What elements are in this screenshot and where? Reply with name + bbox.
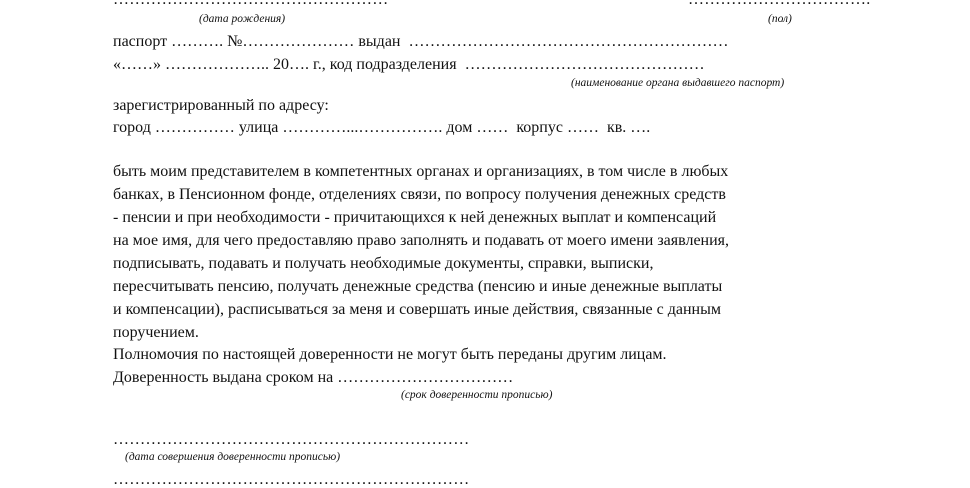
body-line: на мое имя, для чего предоставляю право заполнять и подавать от моего имени заявления, [113, 232, 730, 249]
body-line: быть моим представителем в компетентных органах и организациях, в том числе в любых [113, 163, 729, 180]
address-label: зарегистрированный по адресу: [113, 97, 329, 114]
body-line: подписывать, подавать и получать необходимые документы, справки, выписки, [113, 255, 654, 272]
term-line: Доверенность выдана сроком на …………………………… [113, 369, 514, 386]
body-line: банках, в Пенсионном фонде, отделениях связи, по вопросу получения денежных средств [113, 186, 726, 203]
passport-line: паспорт ………. №………………… выдан …………………………………………………… [113, 33, 729, 50]
body-line: пересчитывать пенсию, получать денежные средства (пенсию и иные денежные выплаты [113, 278, 723, 295]
passport-issue-line: «……» ……………….. 20…. г., код подразделения ……………………………………… [113, 56, 705, 73]
address-line: город …………… улица …………...……………. дом …… корпус …… кв. …. [113, 119, 651, 136]
body-line: и компенсации), расписываться за меня и совершать иные действия, связанные с данным [113, 301, 721, 318]
sex-field[interactable] [688, 0, 870, 8]
issue-date-field[interactable]: ………………………………………………………… [113, 431, 470, 448]
body-line: - пенсии и при необходимости - причитающихся к ней денежных выплат и компенсаций [113, 209, 717, 226]
birth-date-field[interactable] [113, 0, 388, 8]
issuing-authority-caption: (наименование органа выдавшего паспорт) [571, 77, 785, 89]
birth-date-caption: (дата рождения) [199, 13, 286, 25]
sex-caption: (пол) [768, 13, 792, 25]
body-line: поручением. [113, 324, 199, 341]
signature-field[interactable]: ………………………………………………………… [113, 471, 470, 488]
issue-date-caption: (дата совершения доверенности прописью) [125, 451, 341, 463]
no-transfer-clause: Полномочия по настоящей доверенности не могут быть переданы другим лицам. [113, 346, 667, 363]
term-caption: (срок доверенности прописью) [401, 389, 553, 401]
